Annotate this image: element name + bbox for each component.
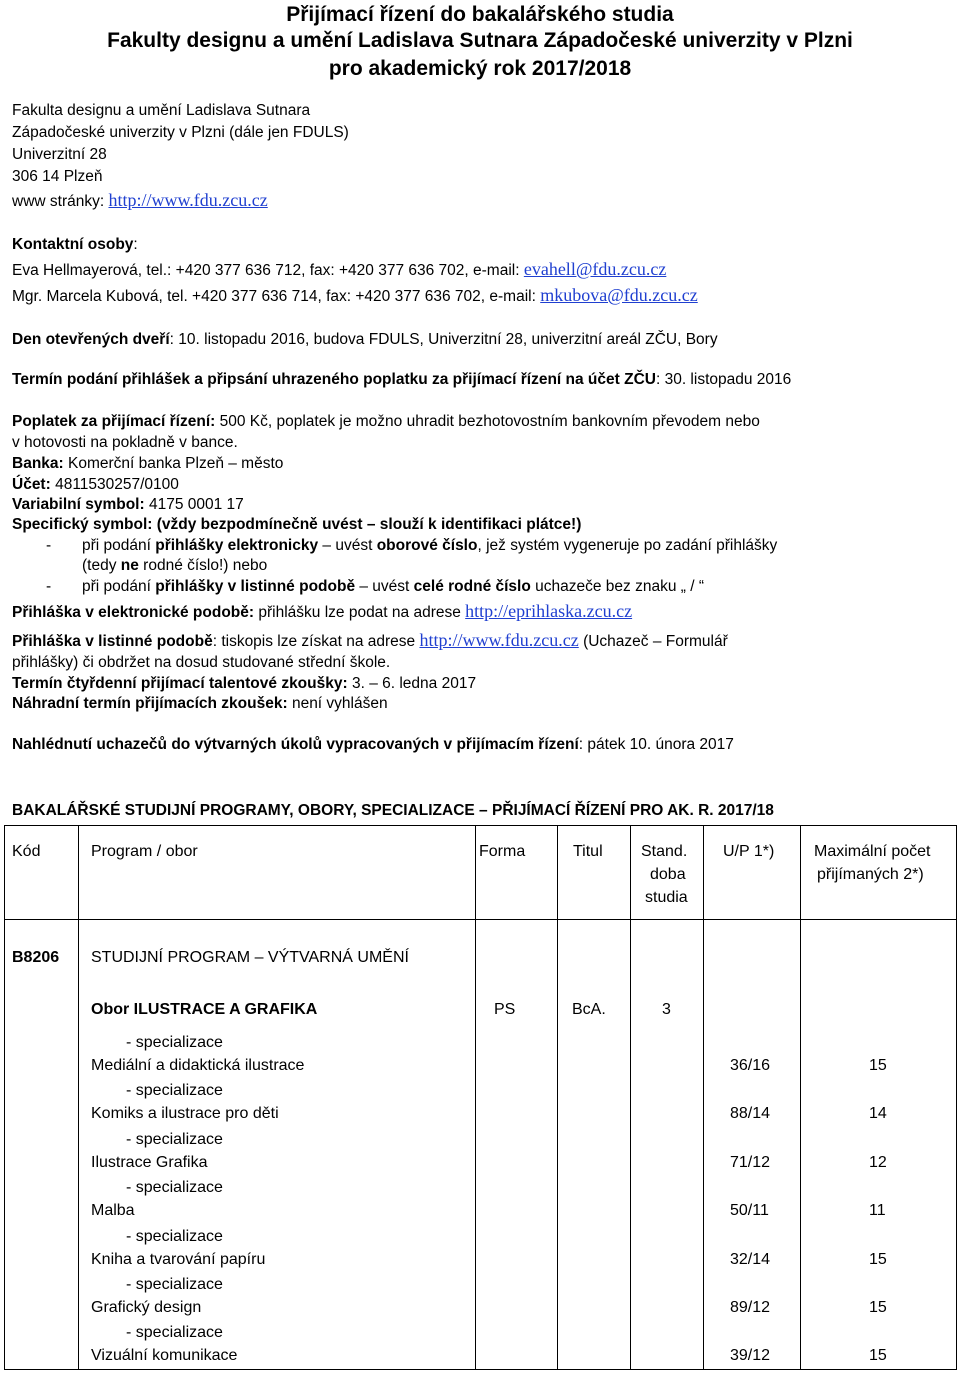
specialization-up: 71/12 <box>730 1153 771 1171</box>
header-max-2: přijímaných 2*) <box>817 866 924 883</box>
electronic-application: Přihláška v elektronické podobě: přihlášku lze podat na adrese http://eprihlaska.zcu.cz <box>12 601 633 621</box>
specialization-up: 39/12 <box>730 1347 771 1365</box>
specialization-label: - specializace <box>126 1227 223 1245</box>
specialization-max: 14 <box>869 1105 887 1123</box>
account: Účet: 4811530257/0100 <box>12 476 179 493</box>
open-day: Den otevřených dveří: 10. listopadu 2016, budova FDULS, Univerzitní 28, univerzitní areál ZČU, Bory <box>12 331 718 348</box>
page-title: Přijímací řízení do bakalářského studia <box>286 3 674 26</box>
specialization-label: - specializace <box>126 1130 223 1148</box>
specialization-max: 15 <box>869 1057 887 1074</box>
specialization-label: - specializace <box>126 1276 223 1293</box>
address-line-1: Fakulta designu a umění Ladislava Sutnara <box>12 102 311 119</box>
paper-application: Přihláška v listinné podobě: tiskopis lze získat na adrese http://www.fdu.zcu.cz (Uchazeč – Formulář <box>12 630 728 650</box>
review-date: Nahlédnutí uchazečů do výtvarných úkolů vypracovaných v přijímacím řízení: pátek 10. února 2017 <box>12 736 734 753</box>
specialization-name: Malba <box>91 1202 135 1220</box>
variable-symbol: Variabilní symbol: 4175 0001 17 <box>12 496 244 513</box>
specialization-up: 32/14 <box>730 1250 771 1268</box>
alt-exam-date: Náhradní termín přijímacích zkoušek: není vyhlášen <box>12 695 388 712</box>
obor-titul: BcA. <box>572 1001 606 1018</box>
section-title: BAKALÁŘSKÉ STUDIJNÍ PROGRAMY, OBORY, SPECIALIZACE – PŘIJÍMACÍ ŘÍZENÍ PRO AK. R. 2017/18 <box>12 802 774 819</box>
web-label: www stránky: <box>12 193 105 210</box>
program-code: B8206 <box>12 949 60 966</box>
web-link[interactable]: http://www.fdu.zcu.cz <box>108 190 268 210</box>
specialization-label: - specializace <box>126 1324 223 1342</box>
programs-table <box>4 825 957 1370</box>
header-titul: Titul <box>573 843 603 860</box>
header-program: Program / obor <box>91 843 198 860</box>
header-up: U/P 1*) <box>723 843 775 860</box>
specialization-max: 15 <box>869 1347 887 1365</box>
paper-application-line-2: přihlášky) či obdržet na dosud studované střední škole. <box>12 654 391 671</box>
email-link-1[interactable]: evahell@fdu.zcu.cz <box>523 259 667 279</box>
specialization-label: - specializace <box>126 1034 223 1051</box>
obor-forma: PS <box>494 1001 516 1018</box>
header-studia: studia <box>645 889 688 906</box>
specialization-name: Ilustrace Grafika <box>91 1153 208 1171</box>
header-doba: doba <box>650 866 686 883</box>
program-name: STUDIJNÍ PROGRAM – VÝTVARNÁ UMĚNÍ <box>91 949 409 966</box>
specialization-max: 12 <box>869 1153 887 1171</box>
exam-date: Termín čtyřdenní přijímací talentové zkoušky: 3. – 6. ledna 2017 <box>12 675 477 692</box>
obor-doba: 3 <box>662 1001 671 1018</box>
web-row <box>12 190 268 211</box>
bullet-1-line-2: (tedy ne rodné číslo!) nebo <box>82 557 268 574</box>
header-kod: Kód <box>12 843 41 860</box>
specialization-name: Kniha a tvarování papíru <box>91 1250 266 1268</box>
email-link-2[interactable]: mkubova@fdu.zcu.cz <box>540 285 698 305</box>
specialization-name: Mediální a didaktická ilustrace <box>91 1057 305 1074</box>
specialization-name: Grafický design <box>91 1299 202 1316</box>
header-forma: Forma <box>479 843 526 860</box>
address-line-2: Západočeské univerzity v Plzni (dále jen FDULS) <box>12 124 349 141</box>
specialization-max: 15 <box>869 1250 887 1268</box>
specialization-up: 50/11 <box>730 1202 769 1220</box>
specific-symbol: Specifický symbol: (vždy bezpodmínečně uvést – slouží k identifikaci plátce!) <box>12 516 582 533</box>
specialization-name: Vizuální komunikace <box>91 1347 238 1365</box>
address-line-3: Univerzitní 28 <box>12 146 107 163</box>
fdu-link[interactable]: http://www.fdu.zcu.cz <box>419 630 579 650</box>
contact-person-1: Eva Hellmayerová, tel.: +420 377 636 712, fax: +420 377 636 702, e-mail: evahell@fdu.zcu.cz <box>12 259 667 279</box>
specialization-label: - specializace <box>126 1179 223 1197</box>
specialization-up: 89/12 <box>730 1299 771 1316</box>
header-max: Maximální počet <box>814 843 931 860</box>
page-subtitle: Fakulty designu a umění Ladislava Sutnara Západočeské univerzity v Plzni <box>107 29 853 52</box>
bullet-2: při podání přihlášky v listinné podobě – uvést celé rodné číslo uchazeče bez znaku „ / “ <box>82 578 705 595</box>
specialization-max: 15 <box>869 1299 887 1316</box>
bullet-dash-2: - <box>46 578 52 595</box>
contact-person-2: Mgr. Marcela Kubová, tel. +420 377 636 714, fax: +420 377 636 702, e-mail: mkubova@fdu.zcu.cz <box>12 285 698 305</box>
address-line-4: 306 14 Plzeň <box>12 168 103 185</box>
deadline: Termín podání přihlášek a připsání uhrazeného poplatku za přijímací řízení na účet ZČU: 30. listopadu 2016 <box>12 371 792 388</box>
fee: Poplatek za přijímací řízení: 500 Kč, poplatek je možno uhradit bezhotovostním bankovním převodem nebo <box>12 413 760 430</box>
specialization-label: - specializace <box>126 1082 223 1100</box>
header-stand: Stand. <box>641 843 688 860</box>
specialization-up: 36/16 <box>730 1057 771 1074</box>
bullet-dash-1: - <box>46 537 52 554</box>
specialization-up: 88/14 <box>730 1105 771 1123</box>
bullet-1: při podání přihlášky elektronicky – uvést oborové číslo, jež systém vygeneruje po zadání přihlášky <box>82 537 778 554</box>
contacts-heading: Kontaktní osoby: <box>12 236 138 253</box>
bank: Banka: Komerční banka Plzeň – město <box>12 455 284 472</box>
eprihlaska-link[interactable]: http://eprihlaska.zcu.cz <box>465 601 633 621</box>
specialization-name: Komiks a ilustrace pro děti <box>91 1105 279 1123</box>
specialization-max: 11 <box>869 1202 886 1220</box>
obor-name: Obor ILUSTRACE A GRAFIKA <box>91 1001 318 1018</box>
fee-line-2: v hotovosti na pokladně v bance. <box>12 434 238 451</box>
academic-year: pro akademický rok 2017/2018 <box>328 57 632 80</box>
